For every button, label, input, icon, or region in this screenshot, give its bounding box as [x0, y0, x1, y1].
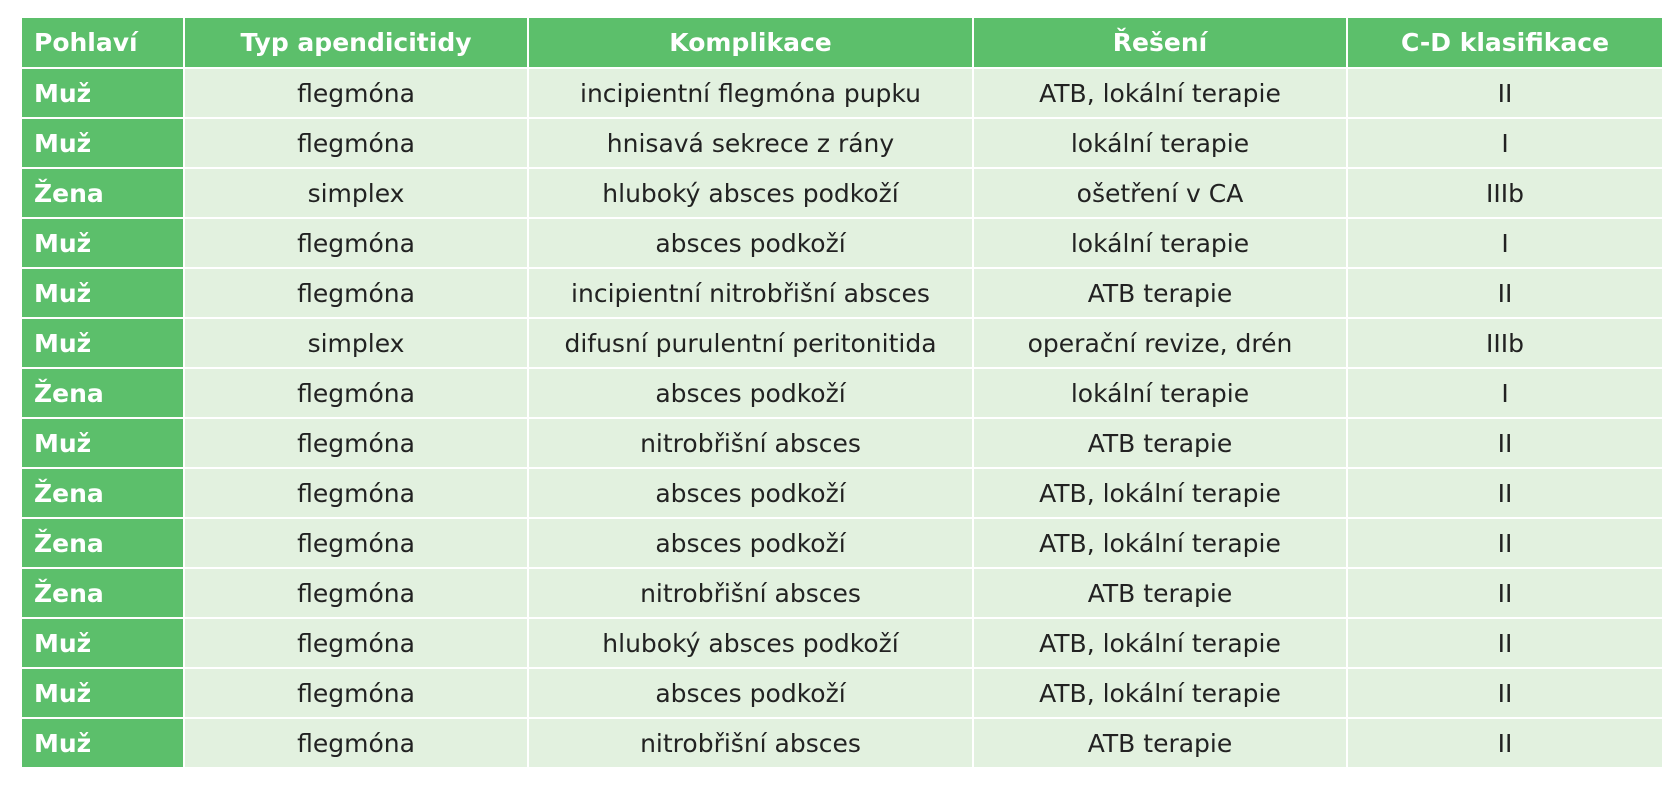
cell-sex: Žena	[22, 169, 183, 217]
cell-complication: hluboký absces podkoží	[529, 169, 972, 217]
cell-sex: Muž	[22, 269, 183, 317]
cell-appendicitis-type: flegmóna	[185, 269, 527, 317]
cell-cd-classification: II	[1348, 469, 1662, 517]
table-body	[22, 69, 1662, 767]
cell-sex: Muž	[22, 669, 183, 717]
cell-cd-classification: II	[1348, 419, 1662, 467]
cell-appendicitis-type: flegmóna	[185, 519, 527, 567]
table-row	[22, 269, 1662, 317]
cell-sex: Muž	[22, 319, 183, 367]
cell-sex: Žena	[22, 469, 183, 517]
cell-appendicitis-type: flegmóna	[185, 569, 527, 617]
cell-solution: lokální terapie	[974, 119, 1346, 167]
table-row	[22, 319, 1662, 367]
complications-table	[20, 16, 1664, 769]
cell-cd-classification: IIIb	[1348, 169, 1662, 217]
cell-complication: nitrobřišní absces	[529, 569, 972, 617]
cell-solution: ATB terapie	[974, 419, 1346, 467]
cell-cd-classification: IIIb	[1348, 319, 1662, 367]
cell-solution: lokální terapie	[974, 369, 1346, 417]
table-row	[22, 369, 1662, 417]
header-sex: Pohlaví	[22, 18, 183, 67]
table-row	[22, 169, 1662, 217]
header-row	[22, 18, 1662, 67]
cell-appendicitis-type: flegmóna	[185, 219, 527, 267]
cell-appendicitis-type: flegmóna	[185, 669, 527, 717]
table-row	[22, 569, 1662, 617]
cell-solution: ATB, lokální terapie	[974, 669, 1346, 717]
cell-complication: hnisavá sekrece z rány	[529, 119, 972, 167]
cell-complication: incipientní flegmóna pupku	[529, 69, 972, 117]
cell-appendicitis-type: flegmóna	[185, 119, 527, 167]
table-row	[22, 719, 1662, 767]
complications-table-container	[20, 16, 1662, 769]
cell-solution: ATB, lokální terapie	[974, 619, 1346, 667]
cell-solution: ATB terapie	[974, 269, 1346, 317]
cell-appendicitis-type: flegmóna	[185, 469, 527, 517]
cell-sex: Muž	[22, 219, 183, 267]
table-row	[22, 469, 1662, 517]
header-appendicitis-type: Typ apendicitidy	[185, 18, 527, 67]
cell-complication: absces podkoží	[529, 219, 972, 267]
cell-cd-classification: II	[1348, 719, 1662, 767]
cell-cd-classification: I	[1348, 369, 1662, 417]
cell-cd-classification: II	[1348, 69, 1662, 117]
table-row	[22, 669, 1662, 717]
cell-appendicitis-type: flegmóna	[185, 69, 527, 117]
cell-sex: Muž	[22, 419, 183, 467]
cell-solution: lokální terapie	[974, 219, 1346, 267]
header-solution: Řešení	[974, 18, 1346, 67]
table-row	[22, 69, 1662, 117]
cell-cd-classification: II	[1348, 669, 1662, 717]
cell-appendicitis-type: flegmóna	[185, 419, 527, 467]
cell-cd-classification: I	[1348, 119, 1662, 167]
cell-sex: Muž	[22, 69, 183, 117]
table-row	[22, 619, 1662, 667]
cell-sex: Žena	[22, 519, 183, 567]
table-row	[22, 119, 1662, 167]
cell-solution: operační revize, drén	[974, 319, 1346, 367]
cell-complication: absces podkoží	[529, 669, 972, 717]
cell-complication: absces podkoží	[529, 369, 972, 417]
cell-solution: ošetření v CA	[974, 169, 1346, 217]
header-cd-classification: C-D klasifikace	[1348, 18, 1662, 67]
cell-solution: ATB terapie	[974, 719, 1346, 767]
cell-cd-classification: II	[1348, 569, 1662, 617]
cell-sex: Žena	[22, 369, 183, 417]
table-header	[22, 18, 1662, 67]
cell-sex: Žena	[22, 569, 183, 617]
cell-appendicitis-type: flegmóna	[185, 369, 527, 417]
cell-complication: absces podkoží	[529, 469, 972, 517]
cell-complication: nitrobřišní absces	[529, 419, 972, 467]
cell-cd-classification: II	[1348, 269, 1662, 317]
cell-complication: nitrobřišní absces	[529, 719, 972, 767]
cell-complication: difusní purulentní peritonitida	[529, 319, 972, 367]
cell-sex: Muž	[22, 719, 183, 767]
cell-solution: ATB, lokální terapie	[974, 519, 1346, 567]
cell-cd-classification: I	[1348, 219, 1662, 267]
table-row	[22, 219, 1662, 267]
cell-appendicitis-type: flegmóna	[185, 619, 527, 667]
cell-cd-classification: II	[1348, 519, 1662, 567]
cell-solution: ATB, lokální terapie	[974, 469, 1346, 517]
table-row	[22, 519, 1662, 567]
cell-appendicitis-type: simplex	[185, 319, 527, 367]
cell-solution: ATB terapie	[974, 569, 1346, 617]
cell-complication: incipientní nitrobřišní absces	[529, 269, 972, 317]
cell-appendicitis-type: flegmóna	[185, 719, 527, 767]
cell-sex: Muž	[22, 119, 183, 167]
cell-cd-classification: II	[1348, 619, 1662, 667]
header-complication: Komplikace	[529, 18, 972, 67]
cell-solution: ATB, lokální terapie	[974, 69, 1346, 117]
table-row	[22, 419, 1662, 467]
cell-appendicitis-type: simplex	[185, 169, 527, 217]
cell-sex: Muž	[22, 619, 183, 667]
cell-complication: absces podkoží	[529, 519, 972, 567]
cell-complication: hluboký absces podkoží	[529, 619, 972, 667]
